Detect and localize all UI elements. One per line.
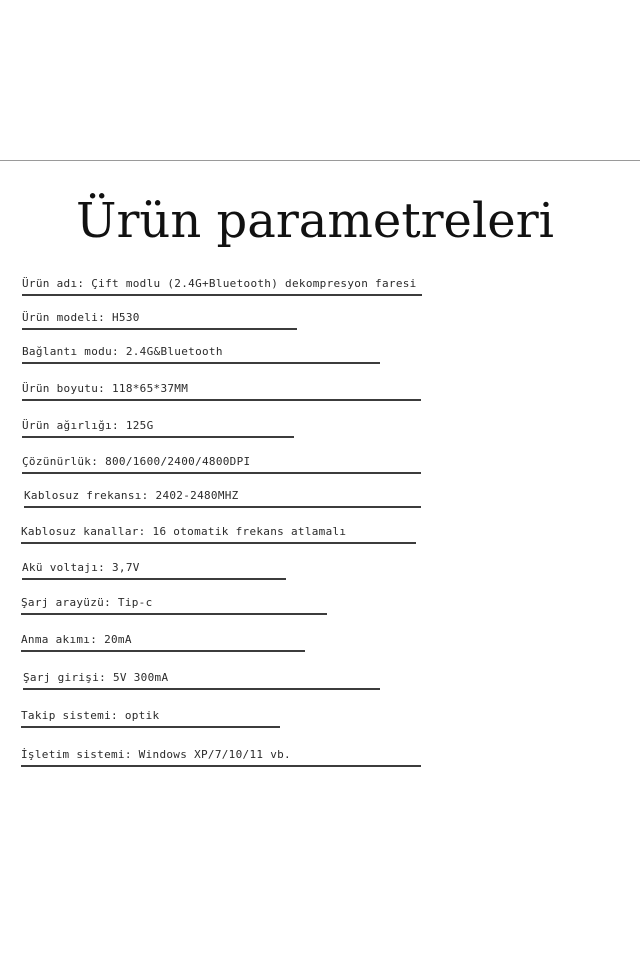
- spec-underline: [21, 613, 327, 615]
- spec-row-connection-mode: [22, 344, 380, 364]
- spec-row-charging-interface: [21, 595, 327, 615]
- spec-underline: [21, 765, 421, 767]
- spec-row-size: [22, 381, 421, 401]
- spec-text: Akü voltajı: 3,7V: [22, 561, 140, 574]
- spec-text: Şarj girişi: 5V 300mA: [23, 671, 169, 684]
- spec-text: Ürün ağırlığı: 125G: [22, 419, 154, 432]
- spec-row-resolution: [22, 454, 421, 474]
- spec-row-rated-current: [21, 632, 305, 652]
- spec-underline: [22, 294, 422, 296]
- spec-row-weight: [22, 418, 294, 438]
- spec-row-wireless-frequency: [24, 488, 421, 508]
- spec-text: Ürün boyutu: 118*65*37MM: [22, 382, 189, 395]
- spec-text: Kablosuz frekansı: 2402-2480MHZ: [24, 489, 239, 502]
- spec-underline: [22, 399, 421, 401]
- spec-text: Ürün adı: Çift modlu (2.4G+Bluetooth) dekompresyon faresi: [22, 277, 417, 290]
- spec-underline: [22, 328, 297, 330]
- spec-underline: [22, 436, 294, 438]
- spec-row-tracking-system: [21, 708, 280, 728]
- spec-text: İşletim sistemi: Windows XP/7/10/11 vb.: [21, 748, 291, 761]
- spec-underline: [22, 472, 421, 474]
- spec-text: Bağlantı modu: 2.4G&Bluetooth: [22, 345, 223, 358]
- spec-row-wireless-channels: [21, 524, 416, 544]
- spec-text: Anma akımı: 20mA: [21, 633, 132, 646]
- spec-underline: [21, 726, 280, 728]
- spec-text: Takip sistemi: optik: [21, 709, 160, 722]
- spec-row-operating-system: [21, 747, 421, 767]
- spec-row-product-name: [22, 276, 422, 296]
- spec-underline: [21, 542, 416, 544]
- spec-text: Ürün modeli: H530: [22, 311, 140, 324]
- spec-row-battery-voltage: [22, 560, 286, 580]
- spec-underline: [21, 650, 305, 652]
- spec-row-charging-input: [23, 670, 380, 690]
- spec-underline: [23, 688, 380, 690]
- spec-underline: [22, 578, 286, 580]
- spec-row-model: [22, 310, 297, 330]
- spec-underline: [24, 506, 421, 508]
- spec-text: Çözünürlük: 800/1600/2400/4800DPI: [22, 455, 251, 468]
- spec-text: Kablosuz kanallar: 16 otomatik frekans atlamalı: [21, 525, 347, 538]
- top-divider: [0, 160, 640, 161]
- spec-underline: [22, 362, 380, 364]
- page-title: Ürün parametreleri: [76, 193, 555, 249]
- spec-text: Şarj arayüzü: Tip-c: [21, 596, 153, 609]
